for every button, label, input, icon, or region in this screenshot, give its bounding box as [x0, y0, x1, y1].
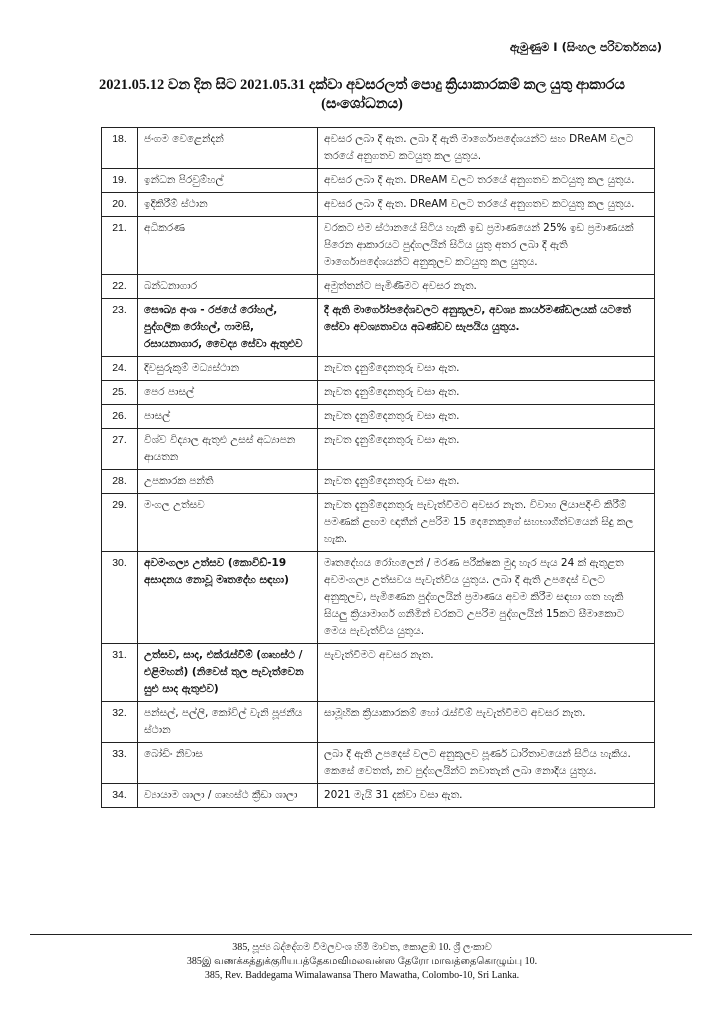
- table-row: [102, 299, 655, 357]
- activity-status: මෘතදේහය රෝහලෙන් / මරණ පරීක්ෂක මුදා හැර පැය 24 ක් ඇතුළත අවමංගල්‍ය උත්සවය පැවැත්විය යුතුය. ලබා දී ඇති උපදෙස් වලට අනුකූලව, පැමිණෙන පුද්ගලයින් ප්‍රමාණය අවම කිරීම සඳහා ගත හැකි සියලු ක්‍රියාමාර්ග ගනිමින් වරකට උපරිම පුද්ගලයින් 15කට සීමාකොට මෙය පැවැත්විය යුතුය.: [318, 552, 655, 644]
- activity-status: අමුත්තන්ට පැමිණීමට අවසර නැත.: [318, 275, 655, 299]
- activity-status: අවසර ලබා දී ඇත. DReAM වලට තරයේ අනුගතව කටයුතු කල යුතුය.: [318, 193, 655, 217]
- table-row: [102, 193, 655, 217]
- activity-status: නැවත දැනුම්දෙනතුරු වසා ඇත.: [318, 405, 655, 429]
- activity-status: අවසර ලබා දී ඇත. DReAM වලට තරයේ අනුගතව කටයුතු කල යුතුය.: [318, 169, 655, 193]
- activity-name: ඉන්ධන පිරවුම්හල්: [138, 169, 318, 193]
- activity-status: දී ඇති මාර්ගෝපදේශවලට අනුකූලව, අවශ්‍ය කාර්යමණ්ඩලයක් යටතේ සේවා අවශ්‍යතාවය අඛණ්ඩව සැපයිය යුතුය.: [318, 299, 655, 357]
- footer-address-english: 385, Rev. Baddegama Wimalawansa Thero Mawatha, Colombo-10, Sri Lanka.: [204, 970, 520, 981]
- table-row: [102, 494, 655, 552]
- table-row: [102, 743, 655, 784]
- activity-name: උපකාරක පන්ති: [138, 470, 318, 494]
- footer-address-sinhala: 385, පූජ්‍ය බද්දේගම විමලවංශ හිමි මාවත, කොළඹ 10. ශ්‍රී ලංකාව: [232, 942, 492, 953]
- activity-name: පාසල්: [138, 405, 318, 429]
- table-row: [102, 552, 655, 644]
- activity-name: පන්සල්, පල්ලි, කෝවිල් වැනි පූජනීය ස්ථාන: [138, 702, 318, 743]
- activity-status: වරකට එම ස්ථානයේ සිටිය හැකි ඉඩ ප්‍රමාණයෙන් 25% ඉඩ ප්‍රමාණයක් පිරෙන ආකාරයට පුද්ගලයින් සිටිය යුතු අතර ලබා දී ඇති මාර්ගොපදේශයන්ට අනුකූලව කටයුතු කල යුතුය.: [318, 217, 655, 275]
- row-number: 23.: [102, 299, 138, 357]
- row-number: 34.: [102, 784, 138, 808]
- activity-status: අවසර ලබා දී ඇත. ලබා දී ඇති මාර්ගොපදේශයන්ට සහ DReAM වලට තරයේ අනුගතව කටයුතු කල යුතුය.: [318, 128, 655, 169]
- row-number: 33.: [102, 743, 138, 784]
- row-number: 20.: [102, 193, 138, 217]
- row-number: 32.: [102, 702, 138, 743]
- table-row: [102, 381, 655, 405]
- activity-name: අවමංගල්‍ය උත්සව (කොවිඩ්-19 අසාදනය නොවූ මෘතදේහ සඳහා): [138, 552, 318, 644]
- table-row: [102, 470, 655, 494]
- footer-divider: [30, 934, 692, 935]
- activity-name: විශ්ව විද්‍යාල ඇතුළු උසස් අධ්‍යාපන ආයතන: [138, 429, 318, 470]
- activities-table: [101, 127, 655, 808]
- row-number: 26.: [102, 405, 138, 429]
- activity-status: නැවත දැනුම්දෙනතුරු පැවැත්වීමට අවසර නැත. විවාහ ලියාපදිංචි කිරීම් පමණක් ළඟම ඥාතීන් උපරිම 15 දෙනෙකුගේ සහභාගීත්වයෙන් සිදු කල හැක.: [318, 494, 655, 552]
- activity-name: පෙර පාසල්: [138, 381, 318, 405]
- table-row: [102, 702, 655, 743]
- row-number: 21.: [102, 217, 138, 275]
- annex-label: ඇමුණුම I (සිංහල පරිවර්තනය): [509, 40, 662, 54]
- activity-name: සෞඛ්‍ය අංශ - රජයේ රෝහල්, පුද්ගලික රෝහල්, ෆාමසි, රසායනාගාර, වෛද්‍ය සේවා ඇතුළුව: [138, 299, 318, 357]
- row-number: 18.: [102, 128, 138, 169]
- footer-address-tamil: 385இ வணக்கத்துக்குரியபத்தேகமவிமலவன்ஸ தேரோ மாவத்தைகொழும்பு 10.: [186, 956, 538, 967]
- table-row: [102, 169, 655, 193]
- activity-status: නැවත දැනුම්දෙනතුරු වසා ඇත.: [318, 429, 655, 470]
- activity-status: සාමූහික ක්‍රියාකාරකම් හෝ රැස්වීම් පැවැත්වීමට අවසර නැත.: [318, 702, 655, 743]
- activity-name: උත්සව, සාද, එක්රැස්වීම් (ගෘහස්ථ / එළිමහන්) (නිවෙස් තුල පැවැත්වෙන සුළු සාද ඇතුළුව): [138, 644, 318, 702]
- activity-status: නැවත දැනුම්දෙනතුරු වසා ඇත.: [318, 470, 655, 494]
- row-number: 31.: [102, 644, 138, 702]
- table-row: [102, 357, 655, 381]
- activity-name: ව්‍යායාම ශාලා / ගෘහස්ථ ක්‍රීඩා ශාලා: [138, 784, 318, 808]
- row-number: 30.: [102, 552, 138, 644]
- activity-status: ලබා දී ඇති උපදෙස් වලට අනුකූලව පූර්ණ ධාරිතාවයෙන් සිටිය හැකිය. කෙසේ වෙතත්, නව පුද්ගලයින්ට නවාතැන් ලබා නොදිය යුතුය.: [318, 743, 655, 784]
- table-row: [102, 405, 655, 429]
- activity-status: නැවත දැනුම්දෙනතුරු වසා ඇත.: [318, 357, 655, 381]
- table-row: [102, 784, 655, 808]
- activity-name: ඉදිකිරීම් ස්ථාන: [138, 193, 318, 217]
- row-number: 24.: [102, 357, 138, 381]
- table-row: [102, 128, 655, 169]
- activity-status: නැවත දැනුම්දෙනතුරු වසා ඇත.: [318, 381, 655, 405]
- table-row: [102, 429, 655, 470]
- table-row: [102, 275, 655, 299]
- activity-name: ජංගම වෙළෙන්දන්: [138, 128, 318, 169]
- activity-name: බන්ධනාගාර: [138, 275, 318, 299]
- activity-name: බෝඩිං නිවාස: [138, 743, 318, 784]
- row-number: 27.: [102, 429, 138, 470]
- row-number: 29.: [102, 494, 138, 552]
- activity-name: මංගල උත්සව: [138, 494, 318, 552]
- row-number: 25.: [102, 381, 138, 405]
- row-number: 28.: [102, 470, 138, 494]
- activity-name: අධිකරණ: [138, 217, 318, 275]
- activity-status: 2021 මැයි 31 දක්වා වසා ඇත.: [318, 784, 655, 808]
- row-number: 19.: [102, 169, 138, 193]
- activity-name: දිවසුරුකුම් මධ්‍යස්ථාන: [138, 357, 318, 381]
- table-row: [102, 644, 655, 702]
- table-row: [102, 217, 655, 275]
- activity-status: පැවැත්වීමට අවසර නැත.: [318, 644, 655, 702]
- row-number: 22.: [102, 275, 138, 299]
- title-line-2: (සංශෝධනය): [321, 96, 403, 112]
- title-line-1: 2021.05.12 වන දින සිට 2021.05.31 දක්වා අවසරලත් පොදු ක්‍රියාකාරකම් කල යුතු ආකාරය: [99, 77, 625, 93]
- document-title: [0, 76, 724, 114]
